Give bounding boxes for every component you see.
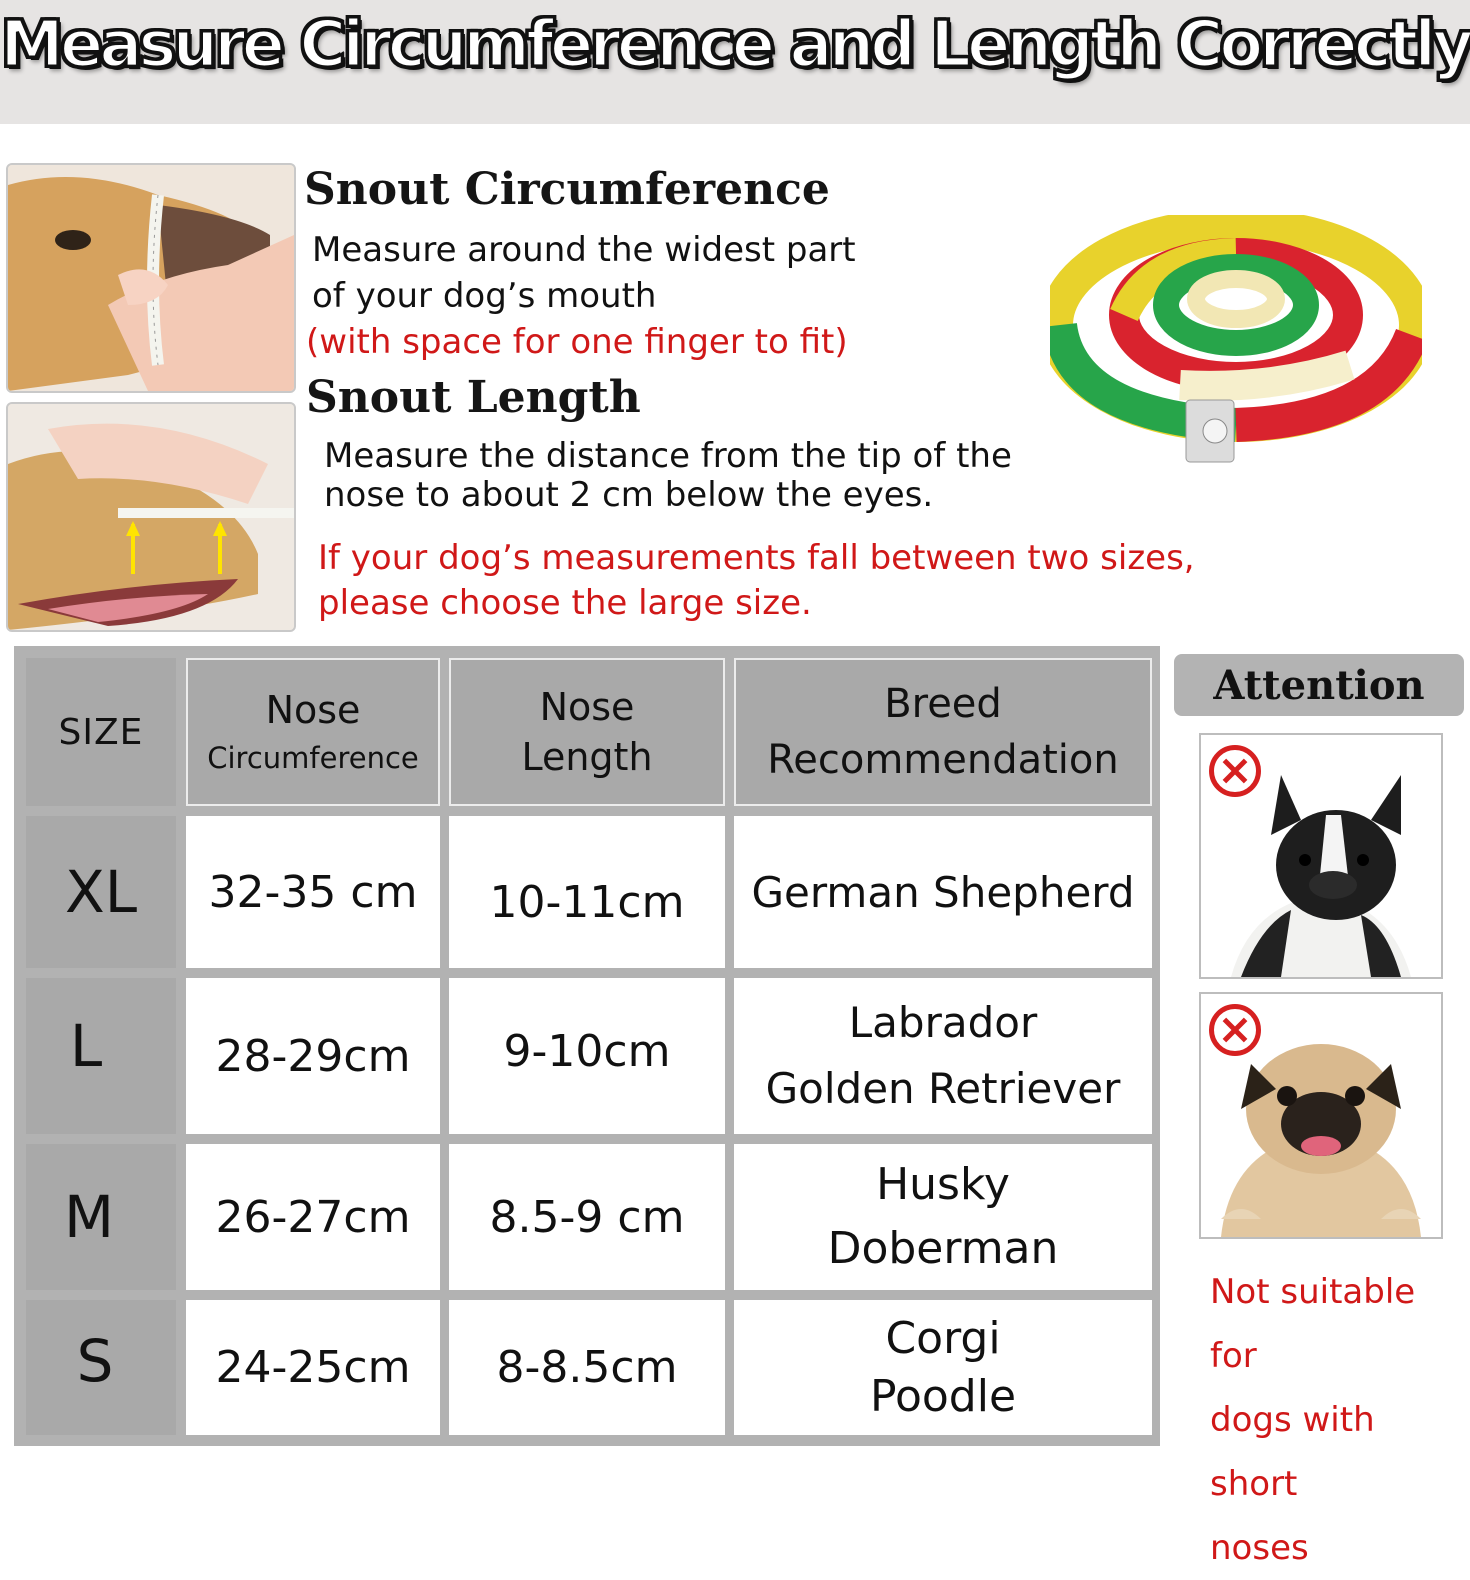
header-circumference: Nose Circumference bbox=[186, 658, 440, 806]
advice-line-2: please choose the large size. bbox=[318, 583, 812, 623]
circumference-m: 26-27cm bbox=[186, 1144, 440, 1290]
length-s: 8-8.5cm bbox=[449, 1300, 725, 1435]
size-m: M bbox=[26, 1144, 176, 1290]
tape-measure-illustration bbox=[1050, 215, 1422, 467]
length-line-1: Measure the distance from the tip of the bbox=[324, 436, 1012, 476]
circumference-heading: Snout Circumference bbox=[304, 164, 830, 215]
breed-l: Labrador Golden Retriever bbox=[734, 978, 1152, 1134]
header-breed: Breed Recommendation bbox=[734, 658, 1152, 806]
circumference-l: 28-29cm bbox=[186, 978, 440, 1134]
length-heading: Snout Length bbox=[306, 372, 641, 423]
circumference-xl: 32-35 cm bbox=[186, 816, 440, 968]
length-photo bbox=[6, 402, 296, 632]
circumference-line-1: Measure around the widest part bbox=[312, 230, 856, 270]
attention-note-line-3: noses bbox=[1210, 1528, 1309, 1568]
breed-m: Husky Doberman bbox=[734, 1144, 1152, 1290]
attention-note-line-2: dogs with short bbox=[1210, 1400, 1375, 1504]
attention-note-line-1: Not suitable for bbox=[1210, 1272, 1416, 1376]
circumference-line-2: of your dog’s mouth bbox=[312, 276, 657, 316]
advice-line-1: If your dog’s measurements fall between two sizes, bbox=[318, 538, 1195, 578]
length-line-2: nose to about 2 cm below the eyes. bbox=[324, 475, 934, 515]
header-length: Nose Length bbox=[449, 658, 725, 806]
pug-photo bbox=[1199, 992, 1443, 1239]
size-l: L bbox=[26, 978, 176, 1134]
breed-s: Corgi Poodle bbox=[734, 1300, 1152, 1435]
length-xl: 10-11cm bbox=[449, 816, 725, 968]
attention-heading: Attention bbox=[1174, 654, 1464, 716]
french-bulldog-photo bbox=[1199, 733, 1443, 979]
circumference-s: 24-25cm bbox=[186, 1300, 440, 1435]
circumference-note: (with space for one finger to fit) bbox=[306, 322, 848, 362]
length-l: 9-10cm bbox=[449, 978, 725, 1134]
page-title: Measure Circumference and Length Correctly bbox=[0, 8, 1470, 82]
circumference-photo bbox=[6, 163, 296, 393]
attention-note bbox=[1210, 1260, 1470, 1580]
breed-xl: German Shepherd bbox=[734, 816, 1152, 968]
size-s: S bbox=[26, 1300, 176, 1435]
not-suitable-icon bbox=[1209, 745, 1261, 797]
header-size: SIZE bbox=[26, 658, 176, 806]
length-m: 8.5-9 cm bbox=[449, 1144, 725, 1290]
size-xl: XL bbox=[26, 816, 176, 968]
not-suitable-icon bbox=[1209, 1004, 1261, 1056]
